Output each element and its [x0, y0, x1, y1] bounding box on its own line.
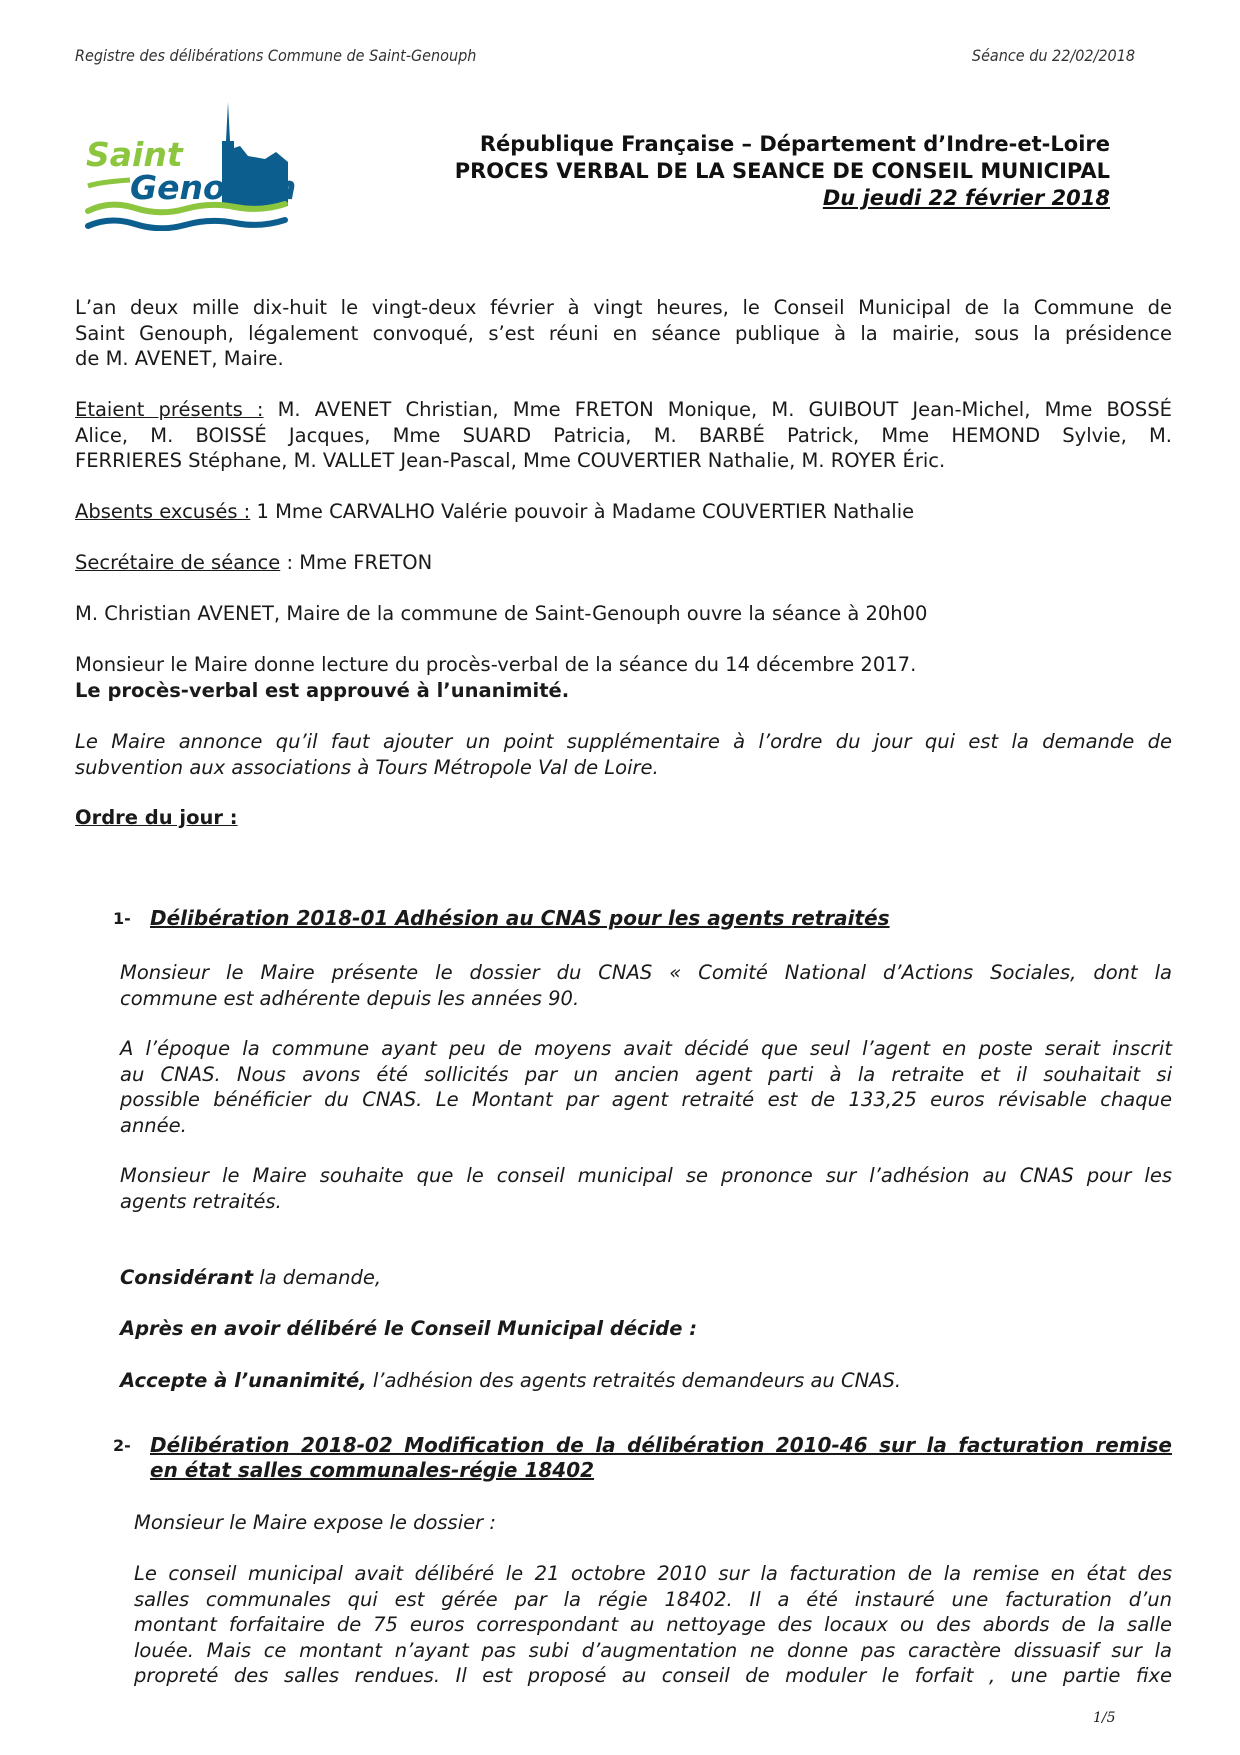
secretaire-paragraph — [75, 550, 1172, 576]
running-header-right: Séance du 22/02/2018 — [971, 46, 1135, 65]
paragraph-line: agents retraités. — [120, 1189, 282, 1213]
agenda-label: Ordre du jour : — [75, 806, 238, 829]
presents-line: Alice, M. BOISSÉ Jacques, Mme SUARD Patricia, M. BARBÉ Patrick, Mme HEMOND Sylvie, M. — [75, 423, 1172, 447]
deliberation-2-title — [150, 1433, 1172, 1483]
considerant-rest: la demande, — [253, 1266, 382, 1289]
deliberation-1-number: 1- — [113, 909, 131, 928]
lecture-text: Monsieur le Maire donne lecture du procès-verbal de la séance du 14 décembre 2017. — [75, 653, 917, 676]
logo-text-saint: Saint — [86, 135, 183, 174]
blue-wave-icon — [88, 220, 285, 228]
logo-graphic — [80, 96, 315, 231]
deliberation-2-expose: Monsieur le Maire expose le dossier : — [134, 1511, 496, 1534]
absents-text: 1 Mme CARVALHO Valérie pouvoir à Madame COUVERTIER Nathalie — [250, 500, 915, 523]
deliberation-2-title-line: en état salles communales-régie 18402 — [150, 1458, 595, 1482]
paragraph-line: Monsieur le Maire souhaite que le conseil municipal se prononce sur l’adhésion au CNAS pour les — [120, 1164, 1172, 1187]
intro-line: Saint Genouph, légalement convoqué, s’est réuni en séance publique à la mairie, sous la présidence — [75, 321, 1172, 345]
decision-rest: l’adhésion des agents retraités demandeurs au CNAS. — [366, 1369, 902, 1392]
intro-line: de M. AVENET, Maire. — [75, 347, 284, 370]
absents-label: Absents excusés : — [75, 500, 251, 523]
opening-statement: M. Christian AVENET, Maire de la commune de Saint-Genouph ouvre la séance à 20h00 — [75, 602, 928, 625]
absents-paragraph — [75, 499, 1172, 525]
paragraph-line: Monsieur le Maire présente le dossier du CNAS « Comité National d’Actions Sociales, dont la — [120, 961, 1172, 984]
intro-line: L’an deux mille dix-huit le vingt-deux février à vingt heures, le Conseil Municipal de la Commune de — [75, 296, 1172, 319]
deliberation-1-title: Délibération 2018-01 Adhésion au CNAS pour les agents retraités — [150, 906, 890, 930]
title-line-1: République Française – Département d’Indre-et-Loire — [479, 132, 1110, 156]
lecture-approved: Le procès-verbal est approuvé à l’unanimité. — [75, 678, 570, 702]
page-number: 1/5 — [1093, 1710, 1116, 1726]
logo-text-genouph: Genouph — [130, 168, 297, 207]
paragraph-line: au CNAS. Nous avons été sollicités par un ancien agent parti à la retraite et il souhaitait si — [120, 1062, 1172, 1086]
apres-deliberation: Après en avoir délibéré le Conseil Municipal décide : — [120, 1317, 698, 1340]
paragraph-line: possible bénéficier du CNAS. Le Montant par agent retraité est de 133,25 euros révisable chaque — [120, 1088, 1172, 1111]
presents-line: FERRIERES Stéphane, M. VALLET Jean-Pascal, Mme COUVERTIER Nathalie, M. ROYER Éric. — [75, 449, 946, 472]
secretaire-label: Secrétaire de séance — [75, 551, 281, 574]
paragraph-line: propreté des salles rendues. Il est proposé au conseil de moduler le forfait , une partie fixe — [134, 1664, 1172, 1687]
paragraph-line: louée. Mais ce montant n’ayant pas subi d’augmentation ne donne pas caractère dissuasif sur la — [134, 1638, 1172, 1662]
paragraph-line: salles communales qui est gérée par la régie 18402. Il a été instauré une facturation d’un — [134, 1587, 1172, 1611]
presents-line: M. AVENET Christian, Mme FRETON Monique, M. GUIBOUT Jean-Michel, Mme BOSSÉ — [263, 398, 1172, 421]
announcement-paragraph — [75, 729, 1172, 780]
decision-bold: Accepte à l’unanimité, — [120, 1369, 367, 1392]
lecture-paragraph — [75, 652, 1172, 703]
session-date: Du jeudi 22 février 2018 — [822, 186, 1110, 210]
deliberation-1-paragraph-3 — [120, 1163, 1172, 1214]
deliberation-2-paragraph — [134, 1561, 1172, 1689]
presents-label: Etaient présents : — [75, 398, 264, 421]
announcement-line: subvention aux associations à Tours Métropole Val de Loire. — [75, 755, 659, 779]
deliberation-1-paragraph-2 — [120, 1036, 1172, 1138]
deliberation-2-title-line: Délibération 2018-02 Modification de la délibération 2010-46 sur la facturation remise — [150, 1433, 1172, 1457]
title-line-2: PROCES VERBAL DE LA SEANCE DE CONSEIL MUNICIPAL — [454, 159, 1110, 183]
paragraph-line: A l’époque la commune ayant peu de moyens avait décidé que seul l’agent en poste serait inscrit — [120, 1037, 1172, 1060]
considerant-line — [120, 1265, 1172, 1291]
commune-logo — [80, 96, 315, 231]
paragraph-line: commune est adhérente depuis les années 90. — [120, 986, 580, 1010]
paragraph-line: montant forfaitaire de 75 euros correspondant au nettoyage des locaux ou des abords de la salle — [134, 1613, 1172, 1636]
paragraph-line: année. — [120, 1113, 187, 1137]
paragraph-line: Le conseil municipal avait délibéré le 21 octobre 2010 sur la facturation de la remise en état des — [134, 1562, 1172, 1585]
intro-paragraph — [75, 295, 1172, 372]
running-header-left: Registre des délibérations Commune de Saint-Genouph — [75, 46, 477, 65]
deliberation-2-number: 2- — [113, 1436, 131, 1455]
deliberation-1-paragraph-1 — [120, 960, 1172, 1011]
secretaire-text: : Mme FRETON — [280, 551, 433, 574]
presents-paragraph — [75, 397, 1172, 474]
announcement-line: Le Maire annonce qu’il faut ajouter un point supplémentaire à l’ordre du jour qui est la demande de — [75, 730, 1172, 753]
decision-line — [120, 1368, 1172, 1394]
considerant-bold: Considérant — [120, 1266, 254, 1289]
